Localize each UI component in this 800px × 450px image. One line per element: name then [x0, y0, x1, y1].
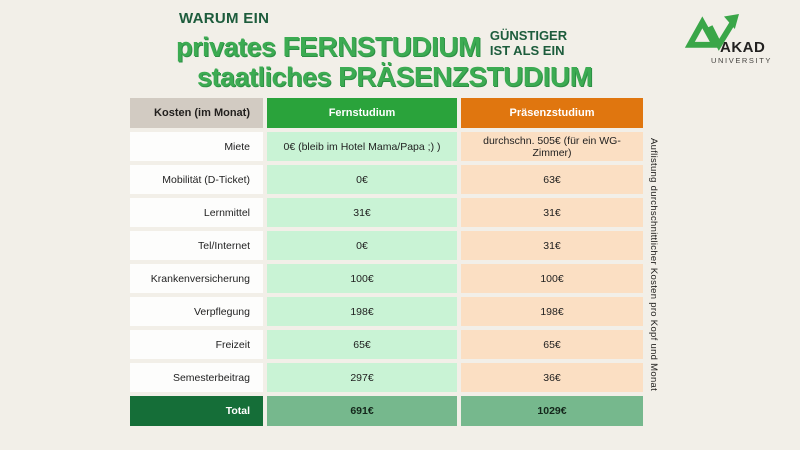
column-header-kosten: Kosten (im Monat) — [130, 98, 263, 128]
praesenzstudium-value-cell: 36€ — [461, 363, 643, 392]
row-label-cell: Lernmittel — [130, 198, 263, 227]
row-label-cell: Total — [130, 396, 263, 426]
page-title — [176, 11, 592, 91]
logo-brand-text: AKAD — [720, 39, 766, 56]
praesenzstudium-value-cell: 198€ — [461, 297, 643, 326]
row-label-cell: Krankenversicherung — [130, 264, 263, 293]
praesenzstudium-value-cell: 63€ — [461, 165, 643, 194]
title-line-pre: WARUM EIN — [179, 10, 270, 27]
total-row — [130, 396, 643, 426]
table-row — [130, 231, 643, 260]
cost-table-body — [130, 98, 643, 426]
table-row — [130, 297, 643, 326]
row-label-cell: Mobilität (D-Ticket) — [130, 165, 263, 194]
vertical-note: Auflistung durchschnittlicher Kosten pro Kopf und Monat — [648, 138, 659, 392]
table-row — [130, 198, 643, 227]
title-word-privates: privates — [176, 31, 276, 62]
table-row — [130, 165, 643, 194]
fernstudium-value-cell: 100€ — [267, 264, 457, 293]
table-header-row — [130, 98, 643, 128]
fernstudium-value-cell: 0€ — [267, 165, 457, 194]
fernstudium-value-cell: 0€ — [267, 231, 457, 260]
fernstudium-value-cell: 0€ (bleib im Hotel Mama/Papa ;) ) — [267, 132, 457, 161]
praesenzstudium-value-cell: 65€ — [461, 330, 643, 359]
row-label-cell: Semesterbeitrag — [130, 363, 263, 392]
table-row — [130, 264, 643, 293]
row-label-cell: Freizeit — [130, 330, 263, 359]
fernstudium-value-cell: 198€ — [267, 297, 457, 326]
title-aside — [490, 29, 567, 61]
table-row — [130, 363, 643, 392]
row-label-cell: Verpflegung — [130, 297, 263, 326]
row-label-cell: Tel/Internet — [130, 231, 263, 260]
title-word-praesenzstudium: PRÄSENZSTUDIUM — [338, 60, 593, 92]
cost-table — [126, 94, 647, 430]
akad-logo — [684, 13, 776, 65]
praesenzstudium-value-cell: 31€ — [461, 231, 643, 260]
praesenzstudium-value-cell: 1029€ — [461, 396, 643, 426]
title-word-fernstudium: FERNSTUDIUM — [282, 30, 481, 62]
praesenzstudium-value-cell: 100€ — [461, 264, 643, 293]
table-row — [130, 132, 643, 161]
title-line-praesenzstudium — [197, 60, 593, 92]
fernstudium-value-cell: 65€ — [267, 330, 457, 359]
title-aside-line2: IST ALS EIN — [489, 42, 565, 58]
table-row — [130, 330, 643, 359]
fernstudium-value-cell: 31€ — [267, 198, 457, 227]
fernstudium-value-cell: 297€ — [267, 363, 457, 392]
title-word-staatliches: staatliches — [197, 61, 332, 92]
title-line-fernstudium — [176, 29, 592, 61]
praesenzstudium-value-cell: 31€ — [461, 198, 643, 227]
row-label-cell: Miete — [130, 132, 263, 161]
column-header-fernstudium: Fernstudium — [267, 98, 457, 128]
title-aside-line1: GÜNSTIGER — [489, 28, 568, 43]
column-header-praesenzstudium: Präsenzstudium — [461, 98, 643, 128]
praesenzstudium-value-cell: durchschn. 505€ (für ein WG-Zimmer) — [461, 132, 643, 161]
logo-subtitle-text: UNIVERSITY — [711, 56, 773, 65]
fernstudium-value-cell: 691€ — [267, 396, 457, 426]
